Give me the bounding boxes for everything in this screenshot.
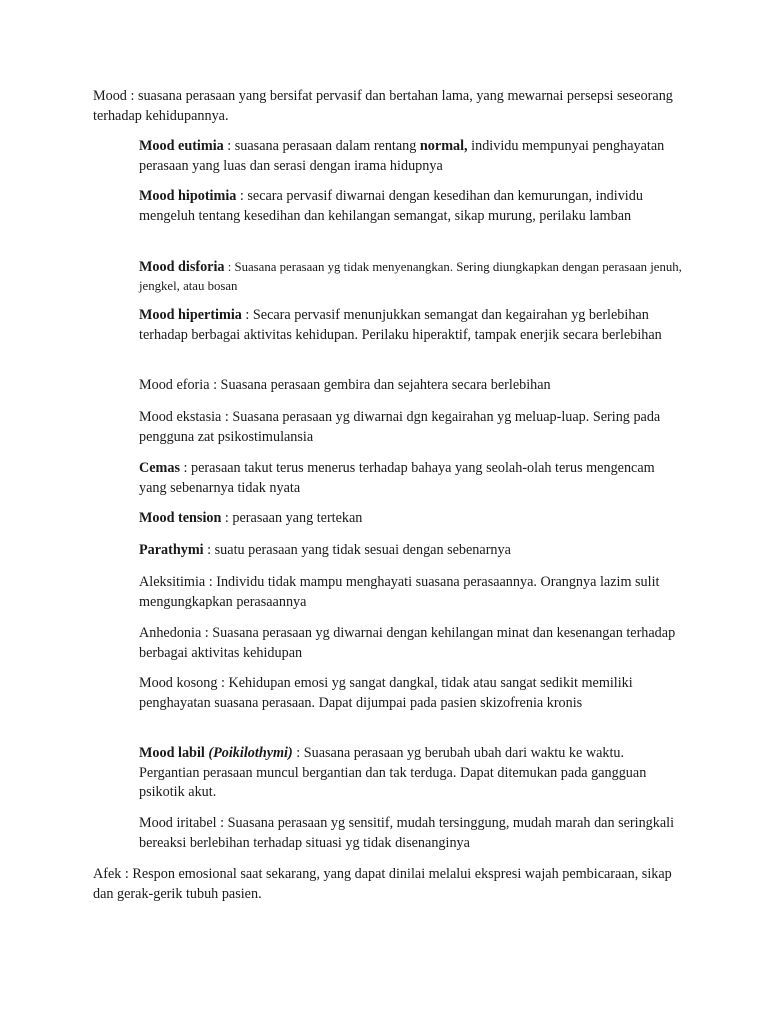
definition: : perasaan yang tertekan — [221, 510, 363, 526]
anhedonia — [139, 624, 684, 663]
definition: Mood ekstasia : Suasana perasaan yg diwarnai dgn kegairahan yg meluap-luap. Sering pada pengguna zat psikostimulansia — [139, 409, 661, 445]
definition: : Secara pervasif menunjukkan semangat dan kegairahan yg berlebihan terhadap berbagai aktivitas kehidupan. Perilaku hiperaktif, tampak enerjik secara berlebihan — [139, 307, 662, 343]
definition: Mood iritabel : Suasana perasaan yg sensitif, mudah tersinggung, mudah marah dan seringkali bereaksi berlebihan terhadap situasi yg tidak disenanginya — [139, 815, 675, 851]
mood-definition — [93, 87, 683, 126]
definition: : Suasana perasaan yg berubah ubah dari waktu ke waktu. Pergantian perasaan muncul bergantian dan tak terduga. Dapat ditemukan pada gangguan psikotik akut. — [139, 745, 647, 800]
mood-hipotimia — [139, 187, 684, 226]
cemas — [139, 459, 684, 498]
mood-labil — [139, 744, 684, 803]
mood-def: : suasana perasaan yang bersifat pervasif dan bertahan lama, yang mewarnai persepsi seseorang terhadap kehidupannya. — [93, 88, 673, 124]
term: Mood labil — [139, 745, 205, 761]
mood-tension — [139, 509, 684, 529]
term: Mood hipertimia — [139, 307, 242, 323]
definition: Mood eforia : Suasana perasaan gembira dan sejahtera secara berlebihan — [139, 377, 551, 393]
term: Parathymi — [139, 542, 204, 558]
definition: Mood kosong : Kehidupan emosi yg sangat dangkal, tidak atau sangat sedikit memiliki penghayatan suasana perasaan. Dapat dijumpai pada pasien skizofrenia kronis — [139, 675, 633, 711]
definition: Afek : Respon emosional saat sekarang, yang dapat dinilai melalui ekspresi wajah pembicaraan, sikap dan gerak-gerik tubuh pasien. — [93, 866, 672, 902]
definition: : perasaan takut terus menerus terhadap bahaya yang seolah-olah terus mengencam yang sebenarnya tidak nyata — [139, 460, 655, 496]
mood-iritabel — [139, 814, 684, 853]
definition-cont: individu mempunyai penghayatan perasaan yang luas dan serasi dengan irama hidupnya — [139, 138, 665, 174]
aleksitimia — [139, 573, 684, 612]
term: Mood eutimia — [139, 138, 224, 154]
term: Mood hipotimia — [139, 188, 237, 204]
mood-ekstasia — [139, 408, 684, 447]
mood-eutimia — [139, 137, 684, 176]
mood-kosong — [139, 674, 684, 713]
term: Mood tension — [139, 510, 222, 526]
mood-disforia — [139, 258, 684, 295]
term: Mood disforia — [139, 259, 225, 275]
definition: : secara pervasif diwarnai dengan kesedihan dan kemurungan, individu mengeluh tentang kesedihan dan kehilangan semangat, sikap murung, perilaku lamban — [139, 188, 643, 224]
definition: Aleksitimia : Individu tidak mampu menghayati suasana perasaannya. Orangnya lazim sulit mengungkapkan perasaannya — [139, 574, 660, 610]
mood-eforia — [139, 376, 684, 396]
parathymi — [139, 541, 684, 561]
definition: : Suasana perasaan yg tidak menyenangkan. Sering diungkapkan dengan perasaan jenuh, jengkel, atau bosan — [139, 260, 682, 293]
afek-definition — [93, 865, 683, 904]
term: Cemas — [139, 460, 180, 476]
mood-hipertimia — [139, 306, 684, 345]
emphasis: normal, — [419, 138, 468, 154]
definition: Anhedonia : Suasana perasaan yg diwarnai dengan kehilangan minat dan kesenangan terhadap berbagai aktivitas kehidupan — [139, 625, 676, 661]
mood-term: Mood — [93, 88, 127, 104]
definition: : suasana perasaan dalam rentang — [223, 138, 420, 154]
term-italic: (Poikilothymi) — [208, 745, 293, 761]
definition: : suatu perasaan yang tidak sesuai dengan sebenarnya — [203, 542, 511, 558]
